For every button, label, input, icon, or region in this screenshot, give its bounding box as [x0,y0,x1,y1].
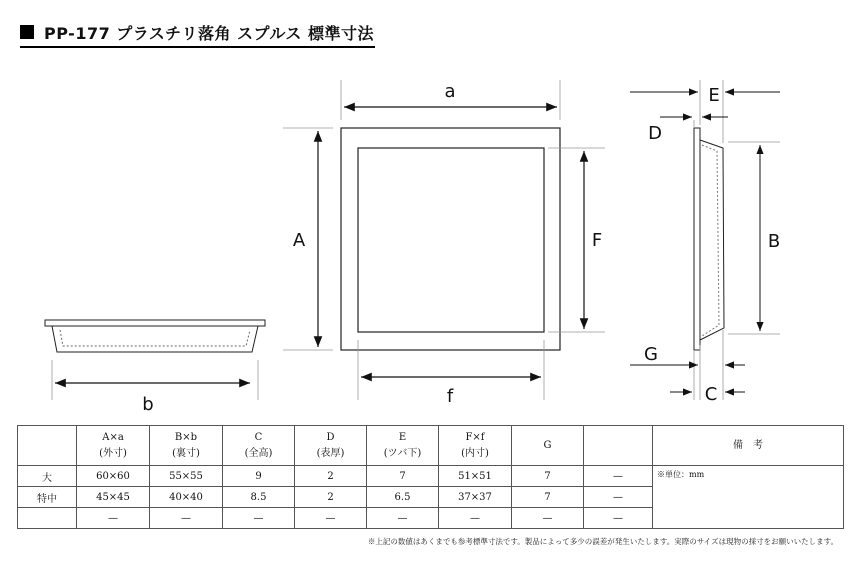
dim-label-C: C [704,384,718,405]
page-title: PP-177 プラスチリ落角 スプルス 標準寸法 [44,23,375,43]
table-cell: 60×60 [77,466,150,487]
header-cell-C: C (全高) [223,426,295,466]
footnote: ※上記の数値はあくまでも参考標準寸法です。製品によって多少の誤差が発生いたします。実際のサイズは現物の採寸をお願いいたします。 [367,537,838,546]
dim-label-G: G [644,344,658,365]
remarks-cell: ※単位：mm [653,466,844,529]
table-cell: 40×40 [150,487,223,508]
table-cell: — [439,508,512,529]
header-cell-Bb: B×b (裏寸) [150,426,223,466]
dim-label-B: B [767,231,781,252]
table-cell: 45×45 [77,487,150,508]
front-view [283,80,605,400]
header-cell-blank [18,426,77,466]
header-cell-remarks: 備 考 [653,426,844,466]
side-view [45,320,265,400]
dim-label-a: a [444,81,456,102]
row-label: 特中 [18,487,77,508]
table-cell: — [77,508,150,529]
table-cell: 7 [512,487,584,508]
table-cell: — [150,508,223,529]
header-cell-G: G [512,426,584,466]
dim-label-F: F [591,230,603,251]
table-cell: 8.5 [223,487,295,508]
header-cell-Ff: F×f (内寸) [439,426,512,466]
spec-table [17,425,844,529]
table-cell: — [584,466,653,487]
table-cell: — [223,508,295,529]
table-cell: — [512,508,584,529]
table-cell: 51×51 [439,466,512,487]
row-label: 大 [18,466,77,487]
header-cell-D: D (表厚) [295,426,367,466]
dim-label-E: E [708,85,720,106]
table-row [18,466,844,487]
table-cell: 9 [223,466,295,487]
table-cell: — [584,508,653,529]
dim-label-A: A [292,230,306,251]
table-cell: 7 [367,466,439,487]
table-header-row [18,426,844,466]
table-cell: 55×55 [150,466,223,487]
table-cell: — [367,508,439,529]
table-cell: 7 [512,466,584,487]
table-cell: — [584,487,653,508]
table-cell: 2 [295,466,367,487]
table-cell: — [295,508,367,529]
dim-label-D: D [648,123,662,144]
dim-label-f: f [446,386,454,407]
row-label [18,508,77,529]
table-cell: 37×37 [439,487,512,508]
table-cell: 2 [295,487,367,508]
dim-label-b: b [142,394,154,415]
table-cell: 6.5 [367,487,439,508]
header-cell-extra [584,426,653,466]
header-cell-E: E (ツバ下) [367,426,439,466]
header-cell-Aa: A×a (外寸) [77,426,150,466]
